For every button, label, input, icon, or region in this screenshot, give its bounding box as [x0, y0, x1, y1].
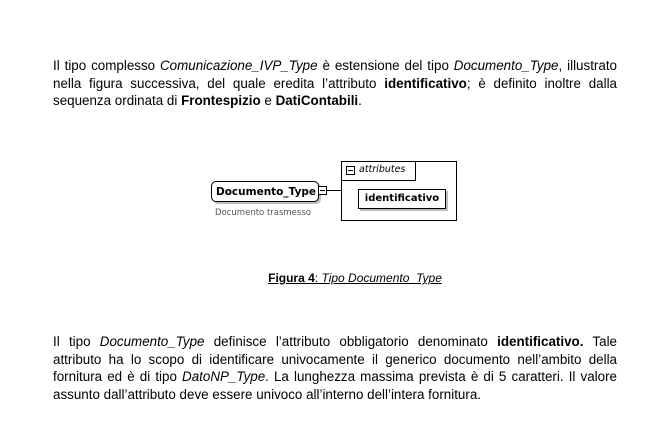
text-segment: Tale attributo ha lo scopo di identificare univocamente il generico documento nell’ambito della fornitura ed è di tipo	[53, 334, 617, 385]
text-segment: e	[260, 93, 276, 109]
attribute-name-identificativo: identificativo	[384, 75, 467, 91]
collapse-icon	[318, 186, 327, 195]
attributes-header	[342, 162, 416, 181]
text-segment: Il tipo complesso	[53, 58, 161, 73]
attribute-name-identificativo: identificativo.	[497, 334, 584, 349]
type-name-documento: Documento_Type	[99, 334, 205, 349]
text-segment: . La lunghezza massima prevista è di 5 caratteri. Il valore assunto dall’attributo deve essere univoco all’interno dell’intera fornitura.	[53, 369, 617, 402]
text-segment: Il tipo	[53, 334, 100, 349]
element-name-frontespizio: Frontespizio	[181, 93, 261, 109]
attributes-group	[341, 161, 457, 221]
caption-title: Tipo Documento_Type	[321, 271, 442, 285]
caption-label: Figura 4	[268, 271, 315, 285]
type-name-documento: Documento_Type	[453, 58, 559, 73]
caption-separator: :	[314, 271, 322, 285]
intro-paragraph	[53, 57, 617, 110]
element-description: Documento trasmesso	[215, 208, 311, 218]
text-segment: .	[358, 93, 362, 109]
text-segment: definisce l’attributo obbligatorio denominato	[204, 334, 498, 349]
collapse-icon	[346, 166, 355, 175]
description-paragraph	[53, 333, 617, 403]
text-segment: ; è definito inoltre dalla sequenza ordinata di	[53, 75, 618, 109]
text-segment: è estensione del tipo	[317, 58, 454, 73]
element-box	[211, 181, 319, 202]
element-name: Documento_Type	[216, 186, 317, 198]
attributes-label: attributes	[359, 164, 406, 175]
type-name-datonp: DatoNP_Type	[182, 369, 266, 385]
attribute-box: identificativo	[358, 189, 446, 209]
text-segment: , illustrato nella figura successiva, del quale eredita l’attributo	[53, 58, 617, 91]
element-name-daticontabili: DatiContabili	[275, 93, 359, 109]
figure-caption	[0, 271, 658, 285]
type-name-comunicazione: Comunicazione_IVP_Type	[160, 58, 318, 73]
